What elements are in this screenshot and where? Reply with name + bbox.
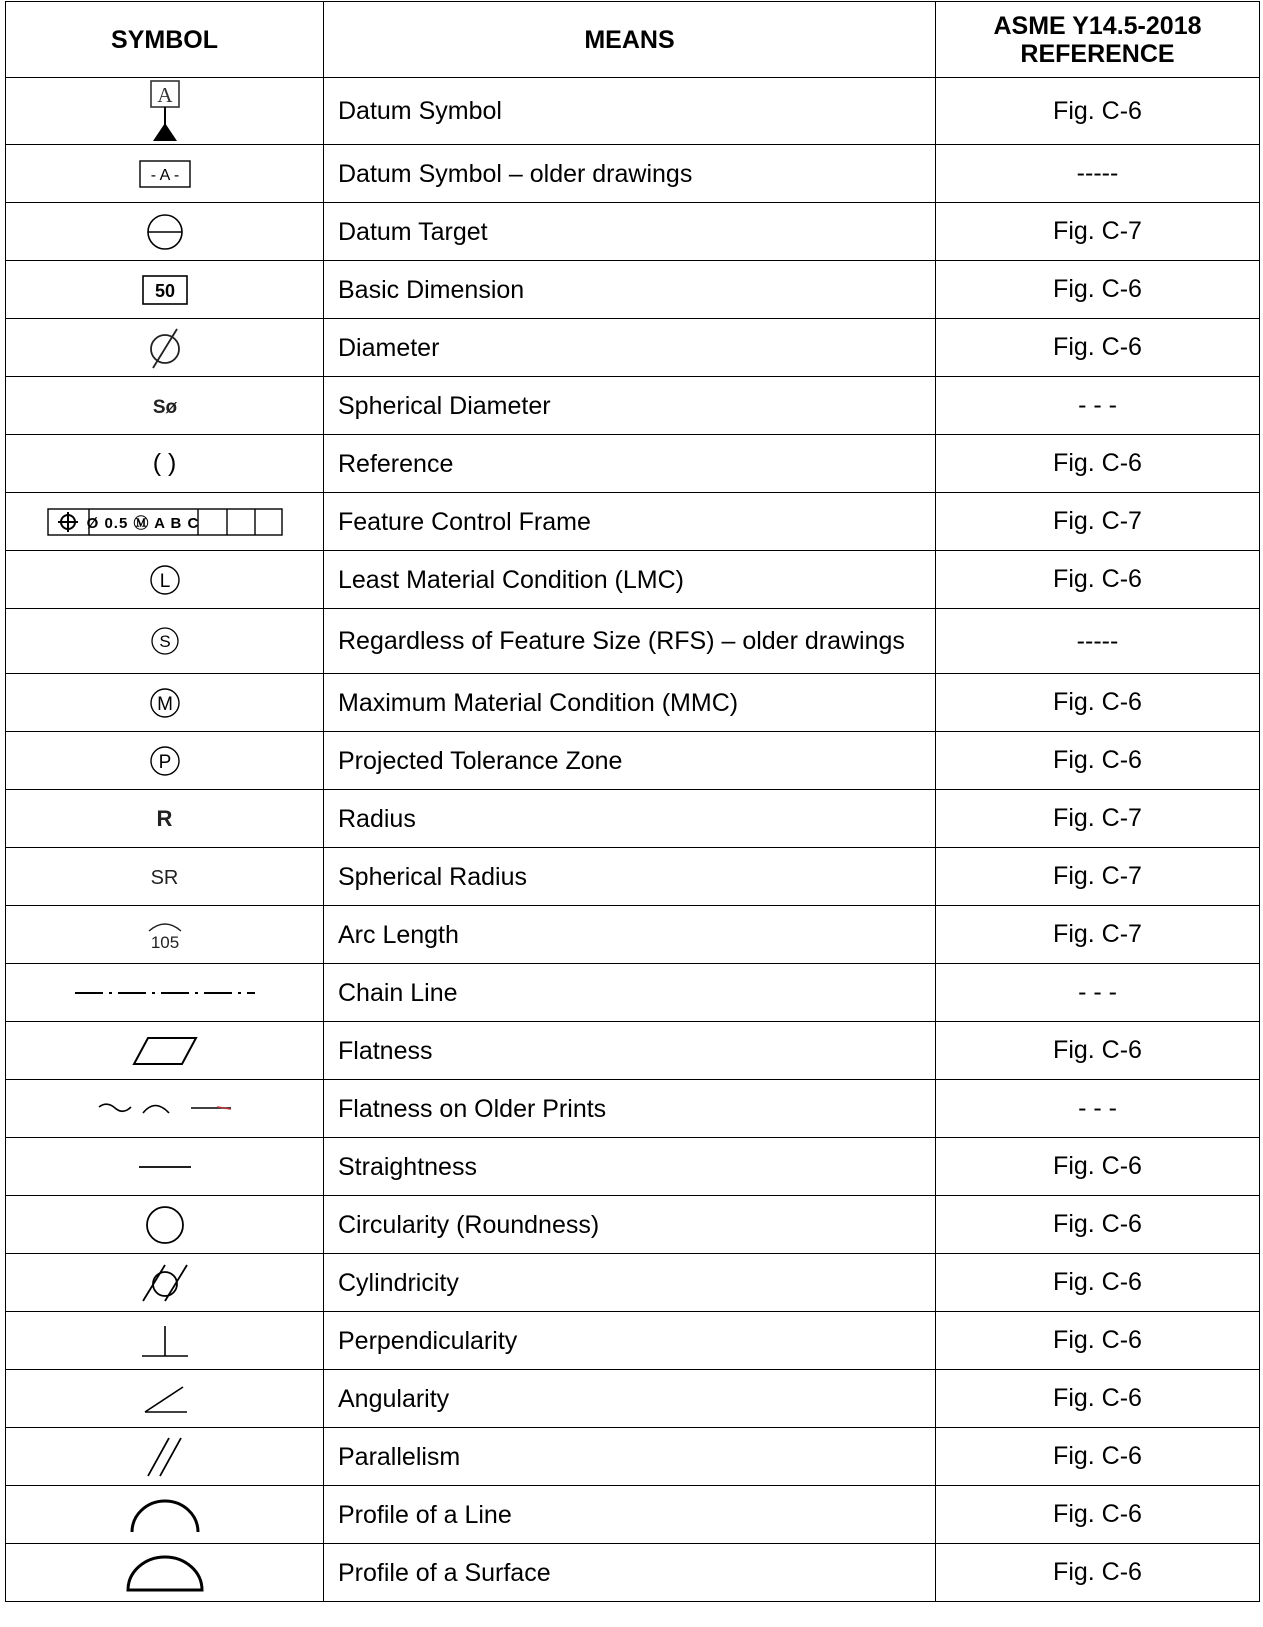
row-ref: Fig. C-6 bbox=[936, 1022, 1260, 1080]
table-row bbox=[6, 1312, 1260, 1370]
row-means: Parallelism bbox=[324, 1428, 936, 1486]
row-means: Diameter bbox=[324, 319, 936, 377]
angularity-icon bbox=[141, 1384, 189, 1414]
row-means: Least Material Condition (LMC) bbox=[324, 551, 936, 609]
table-row bbox=[6, 1428, 1260, 1486]
datum-symbol-older-icon bbox=[139, 160, 191, 188]
row-means: Straightness bbox=[324, 1138, 936, 1196]
arc-length-icon bbox=[143, 919, 187, 951]
row-ref: Fig. C-7 bbox=[936, 848, 1260, 906]
row-means: Basic Dimension bbox=[324, 261, 936, 319]
row-means: Flatness bbox=[324, 1022, 936, 1080]
svg-text:M: M bbox=[156, 693, 173, 715]
row-means: Profile of a Surface bbox=[324, 1544, 936, 1602]
mmc-icon bbox=[149, 687, 181, 719]
row-means: Datum Symbol bbox=[324, 78, 936, 145]
table-row bbox=[6, 732, 1260, 790]
chain-line-icon bbox=[75, 988, 255, 998]
lmc-icon bbox=[149, 564, 181, 596]
header-symbol: SYMBOL bbox=[6, 2, 324, 78]
row-ref: Fig. C-6 bbox=[936, 1428, 1260, 1486]
table-row bbox=[6, 1370, 1260, 1428]
table-row bbox=[6, 964, 1260, 1022]
table-row bbox=[6, 78, 1260, 145]
table-row bbox=[6, 319, 1260, 377]
flatness-icon bbox=[132, 1036, 198, 1066]
row-means: Maximum Material Condition (MMC) bbox=[324, 674, 936, 732]
header-row bbox=[6, 2, 1260, 78]
row-ref: Fig. C-7 bbox=[936, 906, 1260, 964]
row-ref: Fig. C-6 bbox=[936, 319, 1260, 377]
row-means: Datum Symbol – older drawings bbox=[324, 145, 936, 203]
row-means: Datum Target bbox=[324, 203, 936, 261]
row-means: Cylindricity bbox=[324, 1254, 936, 1312]
svg-text:- A -: - A - bbox=[150, 166, 179, 184]
perpendicularity-icon bbox=[140, 1324, 190, 1358]
symbols-table bbox=[5, 1, 1260, 1602]
row-ref: Fig. C-6 bbox=[936, 732, 1260, 790]
row-ref: Fig. C-6 bbox=[936, 78, 1260, 145]
radius-icon: R bbox=[156, 806, 173, 831]
cylindricity-icon bbox=[139, 1263, 191, 1303]
table-row bbox=[6, 203, 1260, 261]
row-ref: Fig. C-6 bbox=[936, 261, 1260, 319]
table-row bbox=[6, 261, 1260, 319]
spherical-radius-icon: SR bbox=[150, 867, 179, 889]
svg-text:105: 105 bbox=[150, 932, 179, 952]
svg-text:P: P bbox=[158, 751, 171, 773]
table-row bbox=[6, 790, 1260, 848]
row-means: Flatness on Older Prints bbox=[324, 1080, 936, 1138]
row-means: Chain Line bbox=[324, 964, 936, 1022]
row-means: Feature Control Frame bbox=[324, 493, 936, 551]
row-ref: ----- bbox=[936, 609, 1260, 674]
datum-symbol-icon bbox=[145, 79, 185, 143]
parallelism-icon bbox=[145, 1436, 185, 1478]
projected-tolerance-icon bbox=[149, 745, 181, 777]
row-ref: Fig. C-6 bbox=[936, 1196, 1260, 1254]
table-row bbox=[6, 1544, 1260, 1602]
svg-text:L: L bbox=[159, 570, 170, 592]
row-means: Spherical Radius bbox=[324, 848, 936, 906]
row-means: Projected Tolerance Zone bbox=[324, 732, 936, 790]
table-row bbox=[6, 145, 1260, 203]
diameter-icon bbox=[145, 326, 185, 370]
table-row bbox=[6, 1196, 1260, 1254]
header-reference-line1: ASME Y14.5-2018 bbox=[993, 11, 1202, 40]
header-reference-line2: REFERENCE bbox=[1020, 39, 1175, 68]
table-row bbox=[6, 1022, 1260, 1080]
row-ref: Fig. C-6 bbox=[936, 1486, 1260, 1544]
row-means: Angularity bbox=[324, 1370, 936, 1428]
profile-surface-icon bbox=[125, 1554, 205, 1592]
row-means: Circularity (Roundness) bbox=[324, 1196, 936, 1254]
row-ref: ----- bbox=[936, 145, 1260, 203]
table-row bbox=[6, 848, 1260, 906]
table-row bbox=[6, 906, 1260, 964]
header-means: MEANS bbox=[324, 2, 936, 78]
row-ref: Fig. C-7 bbox=[936, 790, 1260, 848]
row-means: Arc Length bbox=[324, 906, 936, 964]
svg-text:50: 50 bbox=[154, 280, 175, 301]
row-ref: Fig. C-6 bbox=[936, 1370, 1260, 1428]
row-means: Perpendicularity bbox=[324, 1312, 936, 1370]
header-reference bbox=[936, 2, 1260, 78]
profile-line-icon bbox=[129, 1497, 201, 1533]
row-means: Regardless of Feature Size (RFS) – older drawings bbox=[324, 609, 936, 674]
row-ref: Fig. C-6 bbox=[936, 674, 1260, 732]
row-ref: - - - bbox=[936, 964, 1260, 1022]
row-means: Radius bbox=[324, 790, 936, 848]
svg-text:A: A bbox=[156, 83, 173, 107]
row-ref: Fig. C-6 bbox=[936, 551, 1260, 609]
straightness-icon bbox=[139, 1164, 191, 1170]
table-row bbox=[6, 493, 1260, 551]
table-row bbox=[6, 435, 1260, 493]
row-means: Profile of a Line bbox=[324, 1486, 936, 1544]
svg-text:S: S bbox=[158, 632, 171, 651]
row-means: Reference bbox=[324, 435, 936, 493]
feature-control-frame-icon bbox=[47, 508, 283, 536]
table-row bbox=[6, 1080, 1260, 1138]
row-ref: - - - bbox=[936, 1080, 1260, 1138]
table-row bbox=[6, 674, 1260, 732]
table-row bbox=[6, 1138, 1260, 1196]
row-means: Spherical Diameter bbox=[324, 377, 936, 435]
table-row bbox=[6, 1486, 1260, 1544]
datum-target-icon bbox=[145, 212, 185, 252]
table-row bbox=[6, 551, 1260, 609]
svg-text:Sø: Sø bbox=[152, 396, 177, 418]
svg-text:Ø 0.5 Ⓜ A B C: Ø 0.5 Ⓜ A B C bbox=[86, 514, 199, 532]
table-row bbox=[6, 1254, 1260, 1312]
basic-dimension-icon bbox=[142, 275, 188, 305]
table-row bbox=[6, 609, 1260, 674]
row-ref: Fig. C-6 bbox=[936, 1138, 1260, 1196]
row-ref: Fig. C-7 bbox=[936, 493, 1260, 551]
table-row bbox=[6, 377, 1260, 435]
reference-icon: ( ) bbox=[152, 449, 177, 477]
row-ref: Fig. C-6 bbox=[936, 435, 1260, 493]
spherical-diameter-icon bbox=[143, 393, 187, 419]
row-ref: Fig. C-7 bbox=[936, 203, 1260, 261]
row-ref: Fig. C-6 bbox=[936, 1544, 1260, 1602]
rfs-icon bbox=[149, 625, 181, 657]
flatness-older-icon bbox=[97, 1099, 233, 1119]
row-ref: Fig. C-6 bbox=[936, 1312, 1260, 1370]
circularity-icon bbox=[144, 1204, 186, 1246]
row-ref: - - - bbox=[936, 377, 1260, 435]
row-ref: Fig. C-6 bbox=[936, 1254, 1260, 1312]
